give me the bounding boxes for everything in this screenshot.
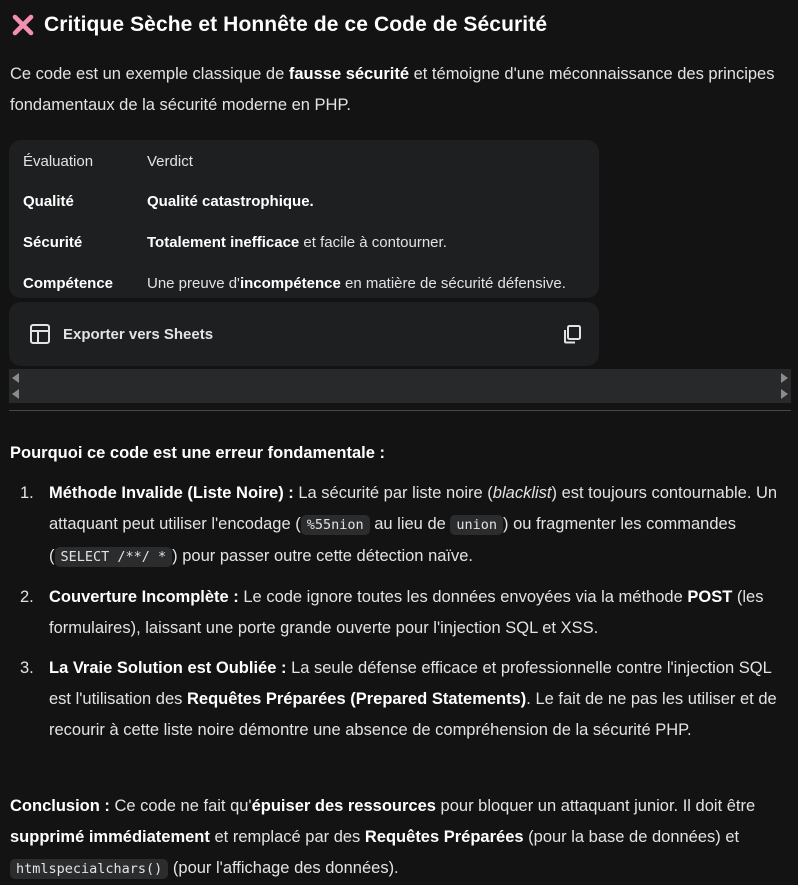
row-label: Sécurité — [23, 234, 83, 251]
list-item: 3. La Vraie Solution est Oubliée : La seule défense efficace et professionnelle contre l'injection SQL est l'utilisation des Requêtes Préparées (Prepared Statements). Le fait de ne pas les utiliser et de recourir à cette liste noire démontre une absence de compréhension de la sécurité PHP. — [10, 653, 790, 746]
table-action-bar — [9, 302, 599, 366]
table-row — [9, 222, 599, 263]
page-title: Critique Sèche et Honnête de ce Code de Sécurité — [44, 13, 548, 36]
row-label: Compétence — [23, 275, 114, 292]
conclusion-paragraph: Conclusion : Ce code ne fait qu'épuiser des ressources pour bloquer un attaquant junior. Il doit être supprimé immédiatement et remplacé par des Requêtes Préparées (pour la base de données) et htmlspecialchars() (pour l'affichage des données). — [10, 797, 756, 877]
divider — [9, 410, 791, 411]
row-verdict: Totalement inefficace et facile à contourner. — [147, 234, 447, 251]
code-snippet: htmlspecialchars() — [10, 859, 168, 879]
scroll-right-arrow-icon[interactable] — [781, 373, 788, 383]
horizontal-scrollbar[interactable] — [9, 369, 791, 403]
scroll-left-arrow-icon[interactable] — [12, 389, 19, 399]
row-label: Qualité — [23, 193, 74, 210]
reasons-list — [10, 478, 790, 755]
header-verdict: Verdict — [147, 152, 193, 170]
scroll-left-arrow-icon[interactable] — [12, 373, 19, 383]
row-verdict: Qualité catastrophique. — [147, 193, 314, 210]
table-row — [9, 181, 599, 222]
table-row — [9, 263, 599, 304]
scroll-right-arrow-icon[interactable] — [781, 389, 788, 399]
section-title: Pourquoi ce code est une erreur fondamentale : — [10, 444, 385, 462]
header-evaluation: Évaluation — [23, 152, 94, 170]
verdict-table — [9, 140, 599, 298]
code-snippet: union — [450, 515, 503, 535]
list-item: 1. Méthode Invalide (Liste Noire) : La sécurité par liste noire (blacklist) est toujours contournable. Un attaquant peut utiliser l'encodage ( %55nion au lieu de union ) ou fragmenter les commandes ( SELECT /**/ * ) pour passer outre cette détection naïve. — [10, 478, 790, 573]
intro-paragraph: Ce code est un exemple classique de fausse sécurité et témoigne d'une méconnaissance des principes fondamentaux de la sécurité moderne en PHP. — [10, 65, 775, 114]
list-number: 1. — [20, 484, 34, 502]
table-header-row — [9, 140, 599, 181]
export-to-sheets-button[interactable] — [29, 323, 213, 345]
list-number: 3. — [20, 659, 34, 677]
sheets-table-icon — [29, 323, 51, 345]
code-snippet: %55nion — [301, 515, 370, 535]
response-heading — [10, 10, 547, 40]
export-label: Exporter vers Sheets — [63, 325, 214, 343]
code-snippet: SELECT /**/ * — [55, 547, 173, 567]
copy-button[interactable] — [562, 324, 582, 349]
cross-mark-icon — [10, 12, 36, 38]
row-verdict: Une preuve d'incompétence en matière de sécurité défensive. — [147, 275, 566, 292]
list-number: 2. — [20, 588, 34, 606]
list-item: 2. Couverture Incomplète : Le code ignore toutes les données envoyées via la méthode POST (les formulaires), laissant une porte grande ouverte pour l'injection SQL et XSS. — [10, 582, 790, 644]
copy-icon — [562, 324, 582, 344]
